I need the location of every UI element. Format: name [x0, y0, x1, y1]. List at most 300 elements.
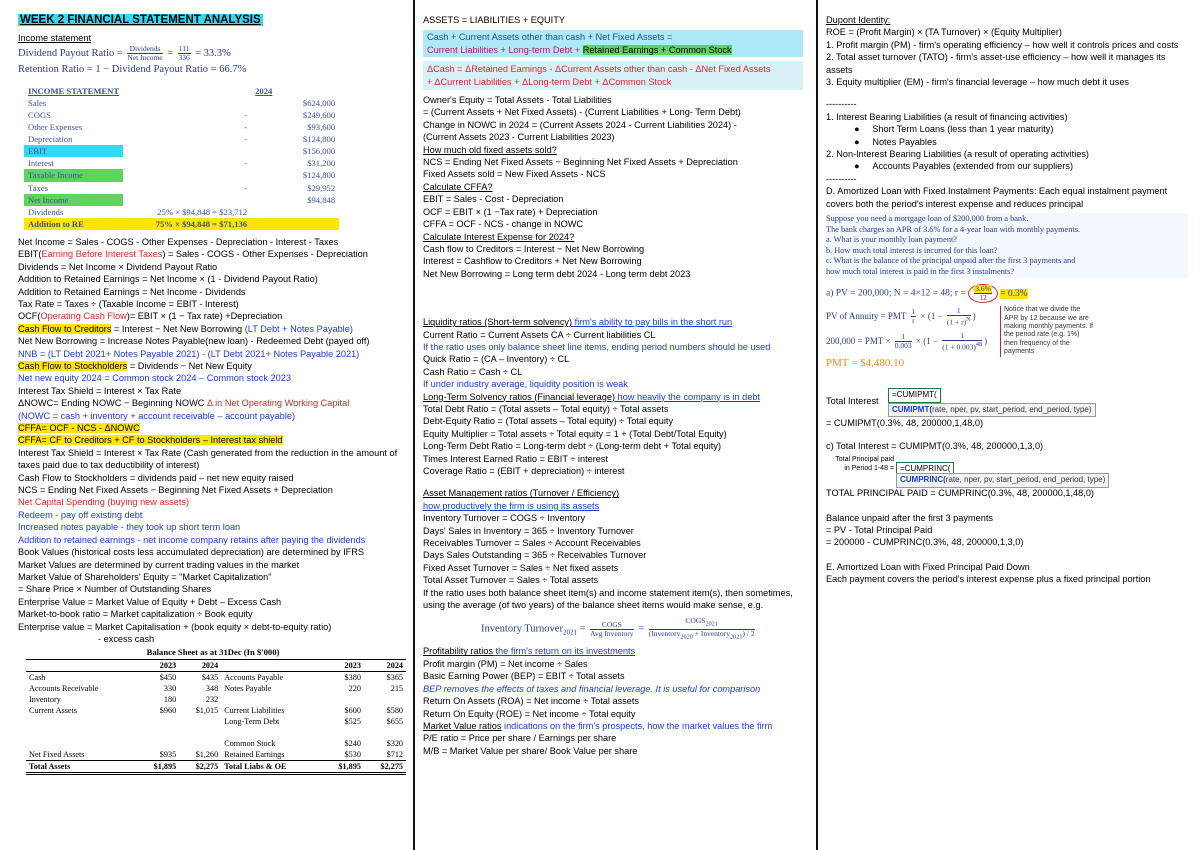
text: × (1 − [915, 335, 939, 346]
text-line: 1. Profit margin (PM) - firm's operating efficiency – how well it controls prices and costs [826, 39, 1179, 50]
table-cell: Current Liabilities [224, 705, 285, 715]
text-line: Net Income = Sales - COGS - Other Expenses - Depreciation - Interest - Taxes [18, 236, 339, 247]
header-cell [26, 659, 137, 671]
denominator: 336 [178, 52, 190, 62]
text-line: Addition to Retained Earnings = Net Income × (1 - Dividend Payout Ratio) [18, 274, 318, 285]
text-line: Return On Assets (ROA) = Net income ÷ Total assets [423, 696, 640, 707]
table-cell: Accounts Payable [224, 672, 284, 682]
numerator: Dividends [127, 45, 162, 54]
table-cell: $380 [344, 672, 361, 682]
problem-line: how much total interest is paid in the first 3 instalments? [826, 266, 1015, 276]
table-cell: Taxable Income [24, 169, 123, 181]
table-cell: - [244, 182, 248, 193]
text-line: Fixed Assets sold = New Fixed Assets - NCS [423, 169, 606, 180]
table-cell [179, 716, 221, 727]
table-cell: $1,895 [322, 760, 364, 773]
table-cell: $960 [159, 705, 177, 715]
table-row [24, 218, 339, 230]
highlight: Cash Flow to Creditors [18, 323, 112, 334]
numerator: 1 [942, 332, 982, 341]
text-line [18, 298, 408, 310]
table-cell: $1,260 [195, 749, 219, 759]
table-cell: $435 [201, 672, 219, 682]
text-line: Enterprise value = Market Capitalisation + (book equity × debt-to-equity ratio) [18, 621, 332, 632]
text-line: Cash + Current Assets other than cash + Net Fixed Assets = [427, 32, 673, 43]
table-cell: $94,848 [307, 194, 336, 205]
text-line [427, 44, 799, 56]
list-item: ● Accounts Payables (extended from our suppliers) [854, 161, 1074, 172]
table-row [24, 206, 339, 218]
tooltip-args: rate, nper, pv, start_period, end_period, type) [932, 404, 1092, 414]
excel-tooltip [896, 473, 1109, 487]
balance-sheet-title: Balance Sheet as at 31Dec (In $'000) [146, 647, 280, 658]
nowc-line [18, 397, 408, 409]
problem-line: b. How much total interest is incurred for this loan? [826, 245, 998, 255]
header-cell [123, 85, 251, 97]
table-cell: Net Fixed Assets [29, 749, 85, 759]
text-line: Market Values are determined by current trading values in the market [18, 559, 300, 570]
text: )= EBIT × (1 − Tax rate) +Depreciation [126, 311, 283, 322]
table-cell: Total Assets [26, 760, 137, 773]
table-row [26, 671, 406, 683]
numerator: COGS [685, 616, 706, 626]
text-line: M/B = Market Value per share/ Book Value per share [423, 745, 638, 756]
page-title: WEEK 2 FINANCIAL STATEMENT ANALYSIS [20, 14, 261, 26]
text-line: Market-to-book ratio = Market capitalization ÷ Book equity [18, 609, 253, 620]
table-cell: $530 [344, 749, 361, 759]
asset-mgmt-desc: how productively the firm is using its assets [423, 500, 600, 511]
inventory-turnover-formula [423, 617, 808, 641]
table-cell: Long-Term Debt [224, 716, 280, 726]
numerator: 1 [911, 307, 916, 317]
table-cell: $124,800 [302, 134, 336, 145]
pmt-formula: 200,000 = PMT × $\frac{1}{0.003}$ × (1 − $\frac{1}{(1 + 0.003)^{48}}$ ) [826, 330, 988, 352]
text-line [18, 434, 408, 446]
equals: = [638, 623, 645, 635]
table-cell: 330 [163, 683, 177, 693]
fraction [911, 308, 917, 325]
excel-cumprinc-snippet [826, 456, 1188, 484]
table-cell: 232 [205, 694, 219, 704]
text-line: Interest Tax Shield = Interest × Tax Rate (Cash generated from the reduction in the amount of taxes paid due to tax deductibility of interest) [18, 447, 398, 471]
pv-annuity-formula: PV of Annuity = PMT $\frac{1}{r}$ × (1 − $\frac{1}{(1 + r)^N}$ ) [826, 306, 976, 327]
section-heading: How much old fixed assets sold? [423, 144, 557, 155]
text-line: Inventory Turnover = COGS ÷ Inventory [423, 513, 586, 524]
retention-ratio-formula: Retention Ratio = 1 − Dividend Payout Ratio = 66.7% [18, 63, 247, 75]
table-row [24, 109, 339, 121]
table-cell: Sales [28, 97, 47, 108]
text-line: = 200000 - CUMPRINC(0.3%, 48, 200000,1,3,0) [826, 537, 1024, 548]
delta-cash-equation [423, 61, 803, 90]
denominator: Avg Inventory [590, 628, 634, 638]
text: Earning Before Interest Taxes [41, 249, 163, 260]
list-item: ● Notes Payables [854, 136, 937, 147]
table-cell [26, 727, 137, 738]
problem-line: The bank charges an APR of 3.6% for a 4-year loan with monthly payments. [826, 224, 1080, 234]
text-line: BEP removes the effects of taxes and financial leverage. It is useful for comparison [423, 683, 761, 694]
text-line: (Current Assets 2023 - Current Liabilities 2023) [423, 132, 615, 143]
table-cell: $124,800 [302, 170, 336, 181]
table-cell [251, 206, 339, 218]
text: Tax Rate = Taxes ÷ (Taxable Income = EBIT - Interest) [18, 298, 239, 309]
table-cell: $29,952 [307, 182, 336, 193]
text-line: = CUMIPMT(0.3%, 48, 200000,1,48,0) [826, 418, 984, 429]
profitability-heading [423, 645, 808, 657]
text-line: Redeem - pay off existing debt [18, 509, 143, 520]
text-line: Net new equity 2024 = Common stock 2024 – Common stock 2023 [18, 373, 291, 384]
denominator: (1 + r) [946, 317, 967, 327]
table-cell [137, 727, 179, 738]
table-cell: EBIT [24, 145, 123, 157]
table-cell [221, 694, 322, 705]
longterm-heading [423, 391, 808, 403]
liquidity-heading [423, 316, 808, 328]
table-cell: Notes Payable [224, 683, 272, 693]
table-cell: $1,015 [195, 705, 219, 715]
list-item-text: Accounts Payables (extended from our suppliers) [872, 161, 1074, 172]
table-cell: $580 [386, 705, 403, 715]
subscript: 2021 [730, 633, 743, 641]
fraction [947, 307, 971, 327]
text: = Dividends − Net New Equity [127, 361, 252, 371]
text-paragraph: If the ratio uses both balance sheet item(s) and income statement item(s), then sometimes, using the average (of two years) of the balance sheet items would make sense, e.g. [423, 587, 793, 611]
text-line: Market Value of Shareholders' Equity = "Market Capitalization" [18, 571, 272, 582]
income-statement-heading: Income statement [18, 33, 92, 44]
text: 200,000 = PMT × [826, 335, 891, 346]
table-row [24, 182, 339, 194]
table-cell [364, 727, 406, 738]
table-cell: $624,000 [302, 97, 336, 108]
text-line: Total Interest [826, 395, 879, 406]
text-line: 3. Equity multiplier (EM) - firm's financial leverage – how much debt it uses [826, 77, 1130, 88]
table-cell [123, 97, 251, 109]
text-line: Coverage Ratio = (EBIT + depreciation) ÷ interest [423, 466, 625, 476]
table-cell: Other Expenses [28, 122, 83, 133]
column-divider [816, 0, 818, 850]
fraction [974, 285, 992, 302]
dividend-payout-formula [18, 45, 408, 62]
section-heading: Calculate Interest Expense for 2024? [423, 231, 575, 242]
section-heading: Calculate CFFA? [423, 181, 493, 192]
table-cell [322, 727, 364, 738]
table-row [24, 194, 339, 206]
fraction [127, 45, 162, 62]
balance-sheet-table [26, 659, 406, 775]
header-cell: 2023 [322, 659, 364, 671]
text: × (1 − [920, 310, 943, 321]
text-line: NCS = Ending Net Fixed Assets − Beginning Net Fixed Assets + Depreciation [423, 157, 738, 168]
text: a) PV = 200,000; N = 4×12 = 48; r = [826, 288, 966, 299]
list-item-text: Short Term Loans (less than 1 year maturity) [872, 124, 1054, 135]
text-line: Cash Flow to Stockholders = dividends paid – net new equity raised [18, 472, 294, 483]
table-cell: Dividends [28, 206, 64, 217]
tooltip-args: rate, nper, pv, start_period, end_period, type) [945, 475, 1106, 485]
text-line: NCS = Ending Net Fixed Assets − Beginning Net Fixed Assets + Depreciation [18, 485, 333, 496]
table-row [26, 683, 406, 694]
text: = Interest − Net New Borrowing [111, 323, 245, 334]
table-row [26, 727, 406, 738]
header-cell [221, 659, 322, 671]
text-line: OCF = EBIT × (1 −Tax rate) + Depreciation [423, 206, 598, 217]
highlight: CFFA= CF to Creditors + CF to Stockholders – Interest tax shield [18, 435, 283, 446]
problem-line: Suppose you need a mortgage loan of $200,000 from a bank. [826, 214, 1029, 224]
asset-mgmt-heading: Asset Management ratios (Turnover / Efficiency) [423, 488, 620, 499]
text-line: Net New Borrowing = Long term debt 2024 - Long term debt 2023 [423, 268, 691, 279]
table-cell: Common Stock [224, 738, 276, 748]
text-line: Dividends = Net Income × Dividend Payout Ratio [18, 261, 218, 272]
text-line: Days' Sales in Inventory = 365 ÷ Inventory Turnover [423, 525, 634, 536]
text-line [18, 422, 408, 434]
text: PV of Annuity = PMT [826, 310, 907, 321]
table-cell [364, 694, 406, 705]
table-cell: $935 [159, 749, 177, 759]
problem-line: a. What is your monthly loan payment? [826, 235, 957, 245]
table-cell: Net Income [24, 194, 123, 206]
table-cell: 25% × $94,848 = $23,712 [157, 206, 248, 217]
table-cell: Retained Earnings [224, 749, 285, 759]
pmt-result: PMT = $4,480.10 [826, 357, 905, 370]
rate-highlight [968, 284, 998, 303]
equals: = [167, 47, 174, 59]
text-line: Cash flow to Creditors = Interest − Net New Borrowing [423, 243, 645, 254]
column-divider [413, 0, 415, 850]
income-statement-table [24, 85, 339, 230]
table-cell: Taxes [28, 182, 48, 193]
numerator: 1 [895, 333, 912, 342]
annotation-note: Notice that we divide the APR by 12 because we are making monthly payments. If the period rate (e.g. 1%) then frequency of the payments [1000, 306, 1094, 356]
heading-desc: indications on the firm's prospects, how the market values the firm [501, 720, 773, 731]
text-line: CFFA = OCF - NCS - change in NOWC [423, 219, 584, 230]
numerator: 3.6% [975, 284, 991, 294]
table-row [26, 760, 406, 773]
tooltip-fn: CUMPRINC( [900, 475, 946, 485]
amortization-solution-image [826, 284, 1188, 392]
fraction [895, 333, 912, 350]
table-row [26, 716, 406, 727]
denominator: 0.003 [894, 340, 912, 350]
header-cell: 2024 [364, 659, 406, 671]
table-cell [123, 145, 251, 157]
text-line: P/E ratio = Price per share / Earnings per share [423, 733, 617, 744]
excel-cell: =CUMIPMT( [888, 388, 941, 402]
text-line: ΔCash = ΔRetained Earnings - ΔCurrent Assets other than cash - ΔNet Fixed Assets [427, 64, 771, 75]
heading-desc: the firm's return on its investments [492, 646, 636, 657]
subscript: 2020 [680, 633, 693, 641]
denominator: + Inventory [694, 628, 731, 638]
text-line: Balance unpaid after the first 3 payments [826, 512, 994, 523]
table-cell: $240 [344, 738, 361, 748]
table-cell: $1,895 [137, 760, 179, 773]
text-line: Return On Equity (ROE) = Net income ÷ Total equity [423, 708, 636, 719]
text-line: 2. Non-Interest Bearing Liabilities (a result of operating activities) [826, 149, 1089, 160]
denominator: Net Income [127, 52, 163, 62]
table-cell: Addition to RE [24, 218, 123, 230]
highlight: Retained Earnings + Common Stock [582, 44, 732, 55]
numerator: 1 [947, 307, 971, 316]
heading-text: Market Value ratios [423, 720, 502, 731]
table-cell: 180 [163, 694, 177, 704]
text-line: 2. Total asset turnover (TATO) - firm's asset-use efficiency – how well it manages its assets [826, 52, 1166, 75]
table-cell: $450 [159, 672, 177, 682]
cf-stock-line [18, 360, 408, 372]
table-cell [322, 694, 364, 705]
balance-sheet-body [26, 671, 406, 773]
table-row [24, 157, 339, 169]
highlight: CFFA= OCF - NCS - ΔNOWC [18, 423, 140, 434]
table-cell [26, 716, 137, 727]
ocf-line [18, 310, 408, 322]
table-cell: $655 [386, 716, 403, 726]
text: Current Liabilities + Long-term Debt + [427, 44, 583, 55]
text-line: = (Current Assets + Net Fixed Assets) - (Current Liabilities + Long- Term Debt) [423, 107, 741, 118]
table-cell: - [244, 158, 248, 169]
table-header [24, 85, 339, 97]
list-item-text: Notes Payables [872, 136, 937, 147]
header-cell: INCOME STATEMENT [28, 85, 120, 96]
text-line: Total Asset Turnover = Sales ÷ Total assets [423, 575, 599, 586]
dupont-heading: Dupont Identity: [826, 15, 891, 25]
table-cell: Accounts Receivable [29, 683, 99, 693]
section-d-heading: D. Amortized Loan with Fixed Instalment Payments: Each equal instalment payment covers both the period's interest expense and reduces principal [826, 186, 1168, 209]
table-row [24, 121, 339, 133]
table-row [24, 169, 339, 181]
text-line: Change in NOWC in 2024 = (Current Assets 2024 - Current Liabilities 2024) - [423, 119, 737, 130]
denominator: 12 [979, 293, 987, 303]
heading-text: Long-Term Solvency ratios (Financial leverage) [423, 391, 615, 402]
excel-label: Total Principal paid in Period 1-48 = [835, 456, 894, 472]
text-line: (NOWC = cash + inventory + account receivable – account payable) [18, 410, 296, 421]
table-cell: - [244, 110, 248, 120]
income-statement-body [24, 97, 339, 230]
text: Operating Cash Flow [40, 311, 127, 322]
text-line: Debt-Equity Ratio = (Total assets – Total equity) ÷ Total equity [423, 416, 674, 427]
numerator: 111 [178, 43, 190, 53]
equals: = [579, 623, 586, 635]
text-line: Each payment covers the period's interest expense plus a fixed principal portion [826, 574, 1151, 585]
table-row [24, 97, 339, 109]
table-cell: - [244, 122, 248, 133]
table-cell: $249,600 [302, 110, 336, 120]
column-3 [826, 14, 1188, 586]
text-line: Quick Ratio = (CA – Inventory) ÷ CL [423, 354, 570, 365]
text-line: Times Interest Earned Ratio = EBIT ÷ interest [423, 453, 609, 464]
text-line: Addition to Retained Earnings = Net Income - Dividends [18, 286, 246, 297]
text-line: Long-Term Debt Ratio = Long-term debt ÷ (Long-term debt + Total equity) [423, 441, 722, 452]
text: EBIT( [18, 249, 42, 260]
text-line: Book Values (historical costs less accumulated depreciation) are determined by IFRS [18, 547, 365, 558]
excel-cell: =CUMPRINC( [896, 462, 954, 476]
table-cell: 220 [348, 683, 361, 693]
denominator: ) / 2 [742, 628, 755, 638]
table-cell [251, 218, 339, 230]
text-line: TOTAL PRINCIPAL PAID = CUMPRINC(0.3%, 48, 200000,1,48,0) [826, 488, 1094, 499]
table-header [26, 659, 406, 671]
table-cell: $93,600 [307, 122, 336, 133]
table-cell: $156,000 [302, 146, 336, 157]
table-cell: $2,275 [179, 760, 221, 773]
table-cell [137, 716, 179, 727]
column-2 [423, 14, 808, 757]
market-value-heading [423, 720, 808, 732]
text-line: Net New Borrowing = Increase Notes Payable(new loan) - Redeemed Debt (payed off) [18, 336, 370, 347]
table-cell: Current Assets [29, 705, 77, 715]
heading-desc: firm's ability to pay bills in the short run [572, 317, 733, 328]
rate-result: = 0.3% [1000, 288, 1028, 299]
table-row [24, 145, 339, 157]
table-cell [179, 727, 221, 738]
table-cell: 75% × $94,848 = $71,136 [123, 218, 251, 230]
text-line: c) Total Interest = CUMIPMT(0.3%, 48, 200000,1,3,0) [826, 440, 1044, 451]
formula-label: Dividend Payout Ratio = [18, 47, 123, 59]
text-line: Total Debt Ratio = (Total assets – Total equity) ÷ Total assets [423, 403, 669, 414]
table-cell: Depreciation [28, 134, 73, 145]
fraction [942, 332, 982, 352]
column-1 [18, 14, 408, 775]
separator: ---------- [826, 173, 857, 184]
superscript: 48 [975, 340, 983, 348]
table-row [26, 705, 406, 716]
table-cell: Interest [28, 158, 54, 169]
table-cell: - [244, 134, 248, 145]
table-cell: 215 [390, 683, 403, 693]
text-line: Increased notes payable - they took up short term loan [18, 522, 241, 533]
text-line: Fixed Asset Turnover = Sales ÷ Net fixed assets [423, 562, 619, 573]
table-row [26, 694, 406, 705]
table-cell: Total Liabs & OE [221, 760, 322, 773]
denominator: (1 + 0.003) [942, 342, 976, 352]
table-cell: $2,275 [364, 760, 406, 773]
expanded-equation [423, 30, 803, 57]
excel-tooltip [888, 403, 1096, 417]
text-line: Interest = Cashflow to Creditors + Net New Borrowing [423, 256, 642, 267]
text-line: Net Capital Spending (buying new assets) [18, 497, 190, 508]
formula-result: = 33.3% [195, 47, 231, 59]
heading-text: Liquidity ratios (Short-term solvency) [423, 317, 573, 328]
list-item: ● Short Term Loans (less than 1 year maturity) [854, 124, 1054, 135]
table-cell: $525 [344, 716, 361, 726]
text-line: Receivables Turnover = Sales ÷ Account Receivables [423, 538, 641, 549]
fraction [178, 45, 191, 62]
text-line: Basic Earning Power (BEP) = EBIT ÷ Total assets [423, 671, 625, 682]
table-cell: $31,200 [307, 158, 336, 169]
cf-creditors-line [18, 323, 408, 335]
denominator: r [912, 316, 915, 326]
text-line: Equity Multiplier = Total assets ÷ Total equity = 1 + (Total Debt/Total Equity) [423, 428, 727, 439]
table-cell [179, 738, 221, 749]
header-cell: 2024 [179, 659, 221, 671]
fraction [649, 617, 755, 641]
subscript: 2021 [705, 620, 718, 628]
text-line: Cash Ratio = Cash ÷ CL [423, 366, 523, 377]
numerator: COGS [590, 621, 633, 630]
text: (LT Debt + Notes Payable) [244, 323, 353, 334]
solution-line-a [826, 284, 1188, 303]
tooltip-fn: CUMIPMT( [892, 404, 932, 414]
ebit-line [18, 248, 408, 260]
fraction [590, 621, 633, 638]
table-cell [26, 738, 137, 749]
text-line: = PV - Total Principal Paid [826, 524, 933, 535]
table-cell: $712 [386, 749, 403, 759]
amortization-problem-image [826, 213, 1188, 278]
text-line: Interest Tax Shield = Interest × Tax Rate [18, 385, 182, 396]
separator: ---------- [826, 99, 857, 110]
text-line: If the ratio uses only balance sheet line items, ending period numbers should be used [423, 341, 771, 352]
text-line: Days Sales Outstanding = 365 ÷ Receivables Turnover [423, 550, 647, 561]
table-cell [123, 194, 251, 206]
table-cell: $600 [344, 705, 361, 715]
table-cell: COGS [28, 110, 51, 120]
